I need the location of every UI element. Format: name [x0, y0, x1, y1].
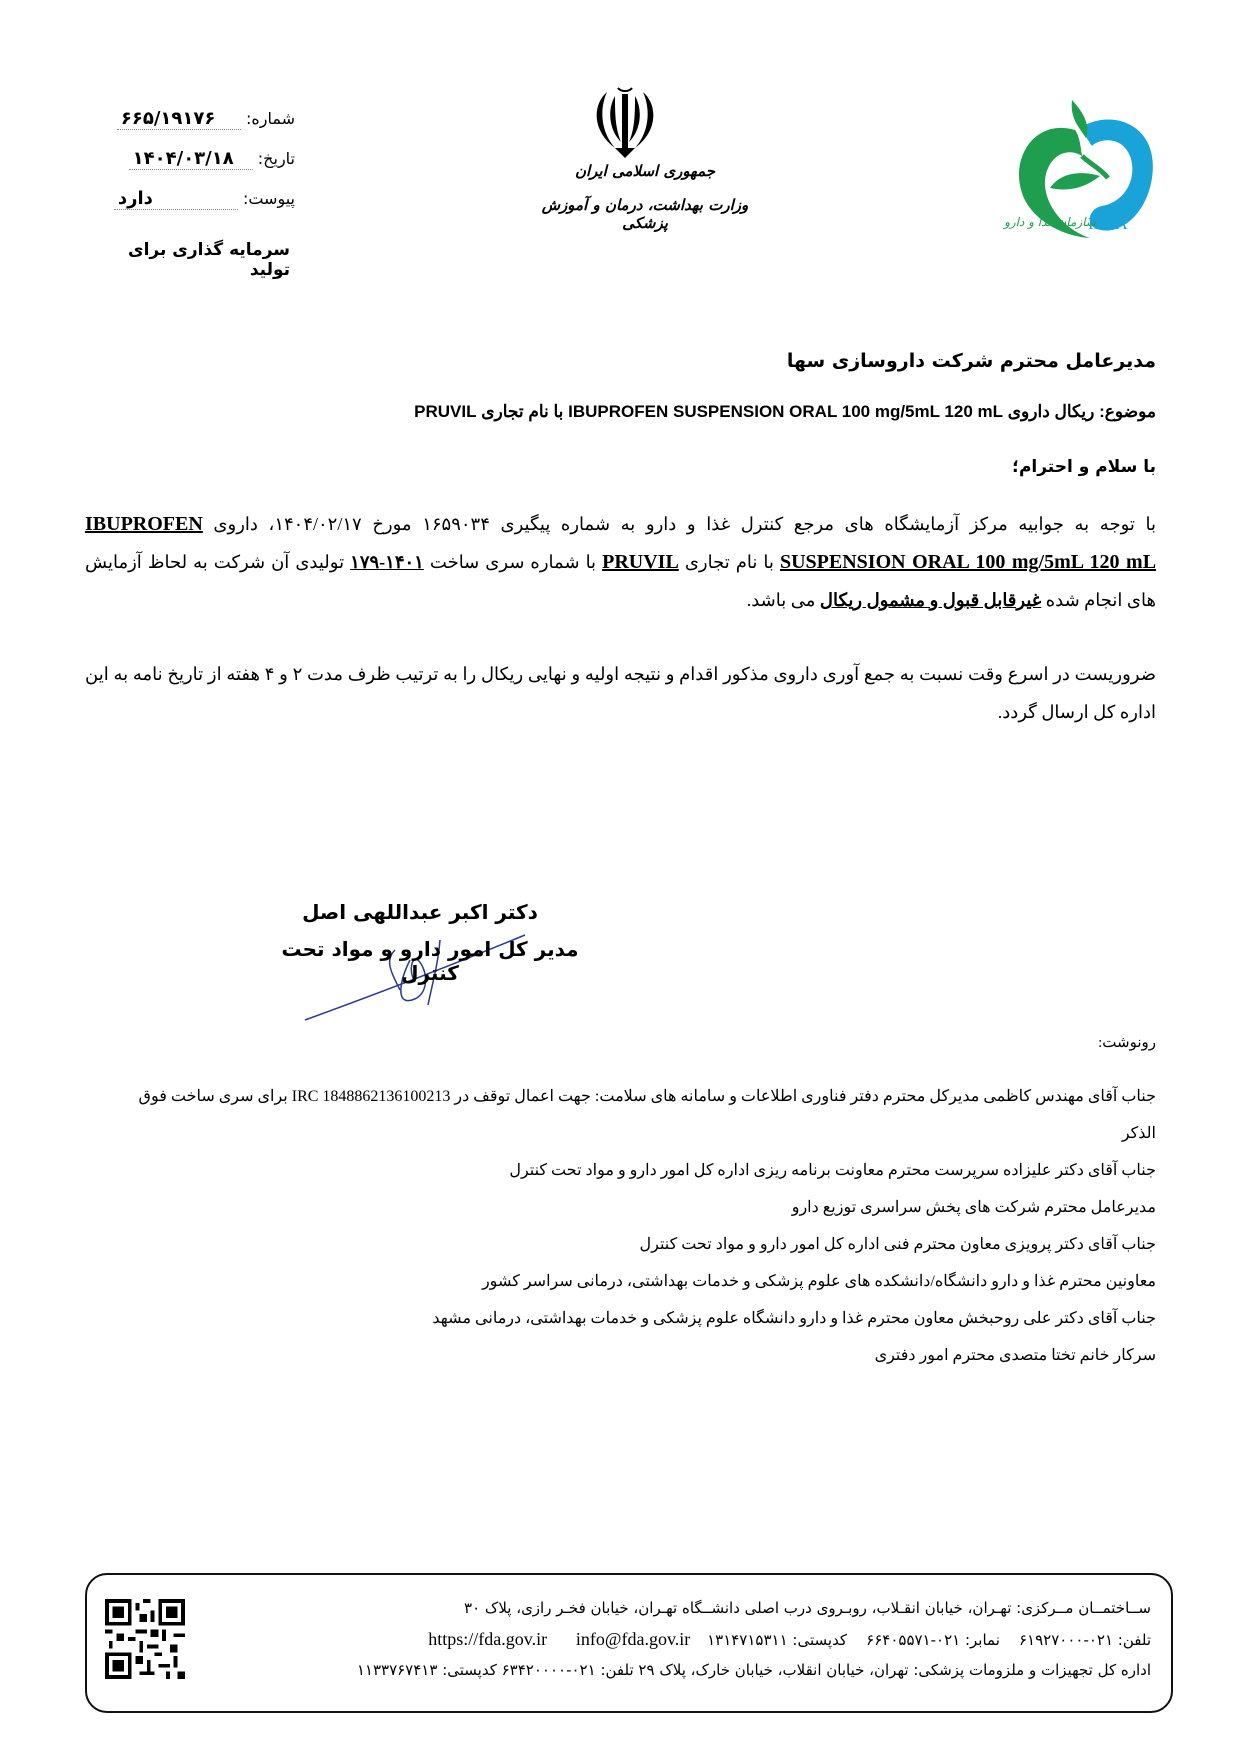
letter-number-value: ۶۶۵/۱۹۱۷۶ — [117, 108, 241, 130]
cc-list — [110, 1078, 1156, 1374]
paragraph-main — [85, 505, 1156, 619]
letter-attachment-value: دارد — [114, 188, 238, 210]
signatory-title: مدیر کل امور دارو و مواد تحت کنترل — [281, 937, 579, 985]
footer-postal: کدپستی: ۱۳۱۴۷۱۵۳۱۱ — [707, 1631, 848, 1649]
footer-box — [85, 1573, 1173, 1713]
paragraph-instruction: ضروریست در اسرع وقت نسبت به جمع آوری داروی مذکور اقدام و نتیجه اولیه و نهایی ریکال را به ترتیب ظرف مدت ۲ و ۴ هفته از تاریخ نامه به این اداره کل ارسال گردد. — [85, 664, 1156, 722]
subject: موضوع: ریکال داروی IBUPROFEN SUSPENSION ORAL 100 mg/5mL 120 mL با نام تجاری PRUVIL — [414, 402, 1156, 421]
letter-number-label: شماره: — [245, 109, 295, 128]
cc-item: مدیرعامل محترم شرکت های پخش سراسری توزیع دارو — [791, 1199, 1156, 1216]
cc-title: رونوشت: — [1098, 1035, 1156, 1051]
batch-number: ۱۴۰۱-۱۷۹ — [350, 552, 424, 572]
footer-website[interactable]: https://fda.gov.ir — [428, 1629, 548, 1649]
cc-item: سرکار خانم تختا متصدی محترم امور دفتری — [874, 1347, 1156, 1364]
paragraph-main-batch-label: با شماره سری ساخت — [429, 552, 597, 572]
cc-item: جناب آقای دکتر علیزاده سرپرست محترم معاونت برنامه ریزی اداره کل امور دارو و مواد تحت کنترل — [509, 1162, 1156, 1179]
letter-date-label: تاریخ: — [257, 149, 295, 168]
letter-date — [95, 148, 295, 170]
cc-item: جناب آقای دکتر پرویزی معاون محترم فنی اداره کل امور دارو و مواد تحت کنترل — [639, 1236, 1156, 1253]
cc-item: جناب آقای مهندس کاظمی مدیرکل محترم دفتر فناوری اطلاعات و سامانه های سلامت: جهت اعمال توقف در IRC 1848862136100213 برای سری ساخت فوق الذکر — [138, 1088, 1156, 1142]
letter-date-value: ۱۴۰۴/۰۳/۱۸ — [129, 148, 253, 170]
recipient: مدیرعامل محترم شرکت داروسازی سها — [786, 350, 1156, 372]
government-name: جمهوری اسلامی ایران — [574, 162, 716, 180]
cc-item: معاونین محترم غذا و دارو دانشگاه/دانشکده های علوم پزشکی و خدمات بهداشتی، درمانی سراسر کشور — [481, 1273, 1156, 1290]
greeting: با سلام و احترام؛ — [1012, 457, 1156, 477]
letter-number — [95, 108, 295, 130]
brand-name: PRUVIL — [602, 551, 679, 573]
footer-phone: تلفن: ۰۲۱-۶۱۹۲۷۰۰۰ — [1018, 1631, 1151, 1649]
iran-emblem-icon — [585, 82, 665, 162]
cc-item: جناب آقای دکتر علی روحبخش معاون محترم غذا و دارو دانشگاه علوم پزشکی و خدمات بهداشتی، درمانی مشهد — [432, 1310, 1156, 1327]
footer-fax: نمابر: ۰۲۱-۶۶۴۰۵۵۷۱ — [866, 1631, 1000, 1649]
letter-attachment-label: پیوست: — [242, 189, 295, 208]
paragraph-main-intro: با توجه به جوابیه مرکز آزمایشگاه های مرجع کنترل غذا و دارو به شماره پیگیری ۱۶۵۹۰۳۴ مورخ ۱۴۰۴/۰۲/۱۷، داروی — [213, 514, 1156, 534]
qr-code-icon[interactable] — [105, 1599, 185, 1679]
recall-verdict: غیرقابل قبول و مشمول ریکال — [819, 590, 1042, 610]
paragraph-main-test-text: تولیدی آن شرکت به لحاظ آزمایش های انجام شده — [85, 552, 1156, 610]
letter-attachment — [95, 188, 295, 210]
paragraph-main-brand-label: با نام تجاری — [684, 552, 774, 572]
signatory-name: دکتر اکبر عبداللهی اصل — [302, 900, 538, 924]
ministry-name: وزارت بهداشت، درمان و آموزش پزشکی — [541, 196, 749, 232]
paragraph-main-end: می باشد. — [746, 590, 816, 610]
ifda-name-en: IFDA — [1088, 214, 1128, 233]
footer-address-equipment: اداره کل تجهیزات و ملزومات پزشکی: تهران، خیابان انقلاب، خیابان خارک، پلاک ۲۹ تلفن: ۰۲۱-۶۳۴۲۰۰۰۰ کدپستی: ۱۱۳۳۷۶۷۴۱۳ — [356, 1661, 1151, 1679]
slogan: سرمایه گذاری برای تولید — [128, 240, 290, 280]
footer-contact — [416, 1629, 1151, 1650]
footer-email[interactable]: info@fda.gov.ir — [575, 1629, 691, 1649]
drug-name: IBUPROFEN SUSPENSION ORAL 100 mg/5mL 120 mL — [85, 513, 1157, 573]
footer-address-main: ســاختمــان مــرکزی: تهـران، خیابان انقـلاب، روبـروی درب اصلی دانشــگاه تهـران، خیابان فخـر رازی، پلاک ۳۰ — [464, 1599, 1151, 1617]
ifda-name-fa: سازمان غذا و دارو — [1004, 215, 1096, 229]
